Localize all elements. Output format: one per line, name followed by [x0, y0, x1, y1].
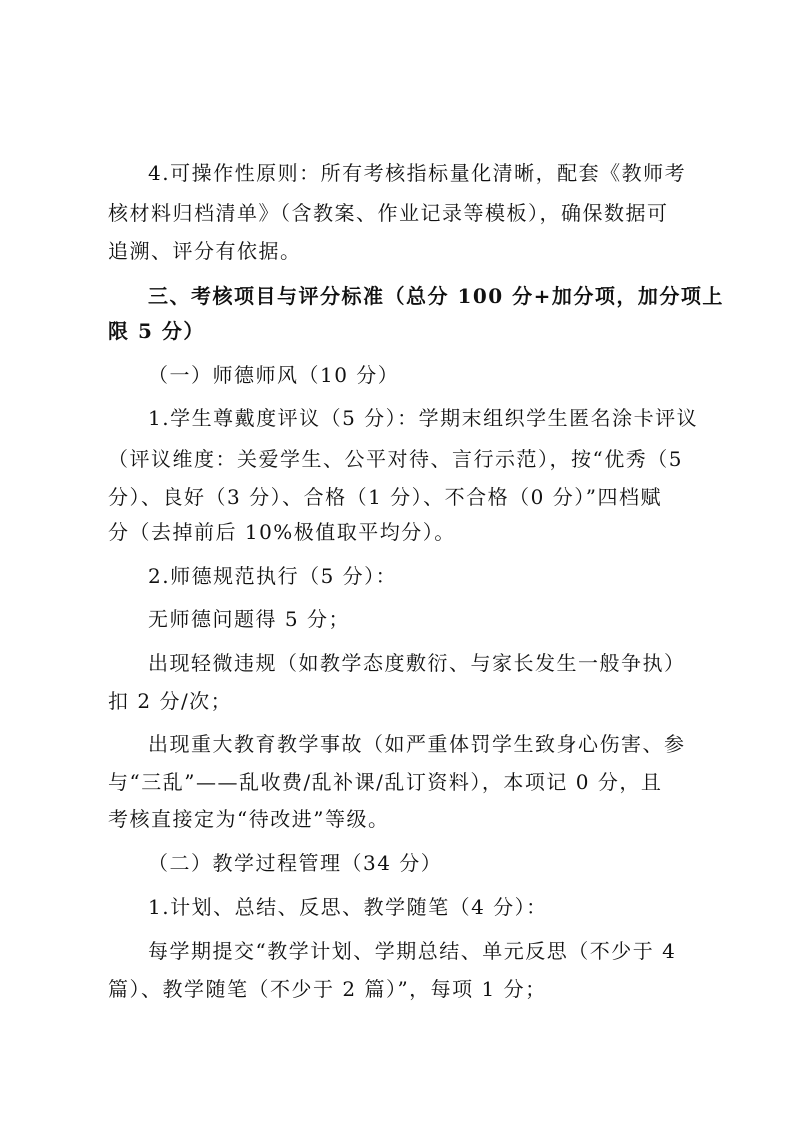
section-heading: 限 5 分） [108, 319, 205, 343]
paragraph-line: 1.学生尊戴度评议（5 分）：学期末组织学生匿名涂卡评议 [148, 406, 699, 430]
paragraph-line: 无师德问题得 5 分； [148, 607, 350, 631]
paragraph-line: 1.计划、总结、反思、教学随笔（4 分）： [148, 895, 548, 919]
paragraph-line: 与“三乱”——乱收费/乱补课/乱订资料），本项记 0 分，且 [108, 770, 663, 794]
paragraph-line: 2.师德规范执行（5 分）： [148, 564, 398, 588]
paragraph-line: 考核直接定为“待改进”等级。 [108, 807, 390, 831]
paragraph-line: 4.可操作性原则：所有考核指标量化清晰，配套《教师考 [148, 161, 687, 185]
paragraph-line: 每学期提交“教学计划、学期总结、单元反思（不少于 4 [148, 939, 677, 963]
paragraph-line: 篇）、教学随笔（不少于 2 篇）”，每项 1 分； [108, 977, 547, 1001]
paragraph-line: 分）、良好（3 分）、合格（1 分）、不合格（0 分）”四档赋 [108, 485, 662, 509]
paragraph-line: 分（去掉前后 10%极值取平均分）。 [108, 520, 456, 544]
paragraph-line: （评议维度：关爱学生、公平对待、言行示范），按“优秀（5 [108, 447, 683, 471]
subsection-heading: （二）教学过程管理（34 分） [148, 851, 443, 875]
paragraph-line: 核材料归档清单》（含教案、作业记录等模板），确保数据可 [108, 201, 669, 225]
subsection-heading: （一）师德师风（10 分） [148, 363, 400, 387]
paragraph-line: 追溯、评分有依据。 [108, 239, 302, 263]
paragraph-line: 出现轻微违规（如教学态度敷衍、与家长发生一般争执） [148, 651, 686, 675]
paragraph-line: 出现重大教育教学事故（如严重体罚学生致身心伤害、参 [148, 732, 686, 756]
paragraph-line: 扣 2 分/次； [108, 689, 233, 713]
section-heading: 三、考核项目与评分标准（总分 100 分+加分项，加分项上 [148, 284, 724, 308]
